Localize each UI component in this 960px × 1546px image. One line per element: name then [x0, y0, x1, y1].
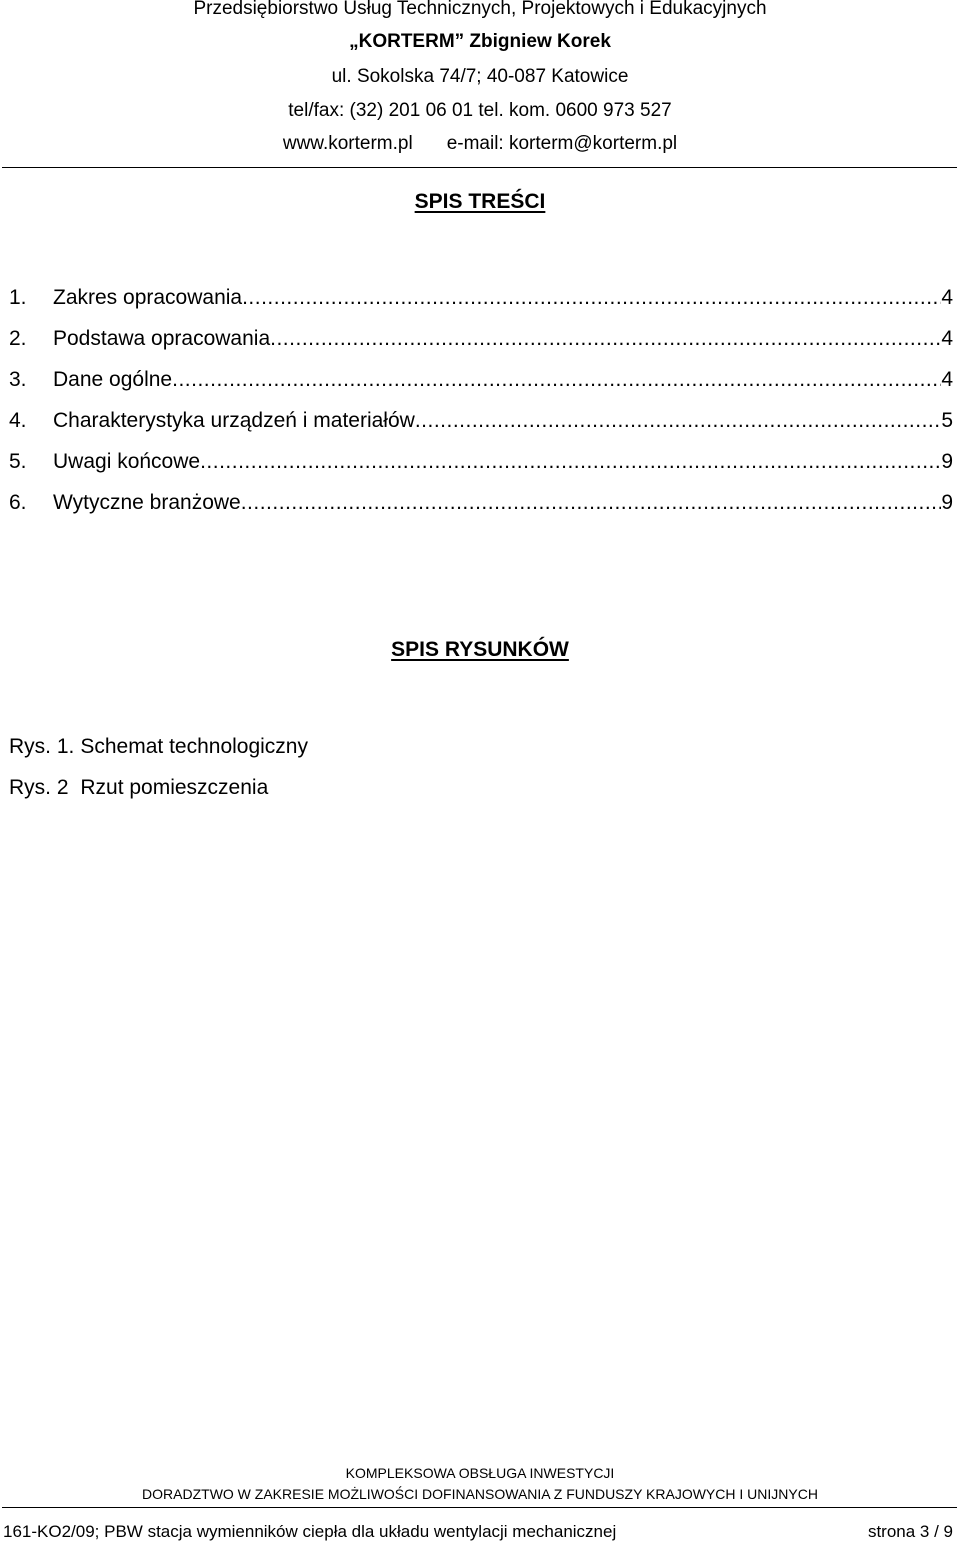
toc-entry-title: Zakres opracowania	[53, 286, 243, 309]
toc-entry-title: Charakterystyka urządzeń i materiałów	[53, 409, 415, 432]
figures-title: SPIS RYSUNKÓW	[391, 638, 569, 661]
toc-title: SPIS TREŚCI	[414, 190, 546, 213]
toc-entry[interactable]	[9, 489, 953, 530]
header-divider	[2, 167, 957, 168]
company-phone: tel/fax: (32) 201 06 01 tel. kom. 0600 973 527	[288, 100, 672, 121]
figure-title: Rzut pomieszczenia	[74, 776, 269, 799]
toc-entry-page: 4	[941, 286, 953, 309]
toc-entry-page: 4	[941, 327, 953, 350]
toc-entry-page: 4	[941, 368, 953, 391]
toc-leader-dots	[172, 366, 941, 394]
website-link[interactable]: www.korterm.pl	[282, 133, 413, 154]
toc-leader-dots	[270, 325, 941, 353]
toc-entry-title: Dane ogólne	[53, 368, 173, 391]
toc-entry-title: Wytyczne branżowe	[53, 491, 241, 514]
toc-entry-number: 4.	[9, 409, 27, 432]
figure-entry	[9, 774, 308, 815]
figure-title: Schemat technologiczny	[80, 735, 308, 758]
footer-line-1: KOMPLEKSOWA OBSŁUGA INWESTYCJI	[345, 1465, 615, 1481]
toc-entry-page: 5	[941, 409, 953, 432]
toc-entry-number: 5.	[9, 450, 27, 473]
toc-entry-number: 1.	[9, 286, 27, 309]
toc-leader-dots	[200, 448, 941, 476]
toc-entry-title: Uwagi końcowe	[53, 450, 201, 473]
toc-entry-page: 9	[941, 491, 953, 514]
footer-document-id: 161-KO2/09; PBW stacja wymienników ciepła dla układu wentylacji mechanicznej	[3, 1522, 617, 1541]
toc-list	[9, 284, 953, 530]
toc-leader-dots	[415, 407, 942, 435]
figure-label: Rys. 2	[9, 776, 69, 799]
email-link[interactable]: e-mail: korterm@korterm.pl	[446, 133, 678, 154]
toc-entry-number: 6.	[9, 491, 27, 514]
footer-line-2: DORADZTWO W ZAKRESIE MOŻLIWOŚCI DOFINANSOWANIA Z FUNDUSZY KRAJOWYCH I UNIJNYCH	[142, 1486, 818, 1502]
toc-leader-dots	[241, 489, 942, 517]
toc-entry[interactable]	[9, 284, 953, 325]
toc-entry-number: 2.	[9, 327, 27, 350]
toc-entry-title: Podstawa opracowania	[53, 327, 271, 350]
toc-entry-number: 3.	[9, 368, 27, 391]
company-address: ul. Sokolska 74/7; 40-087 Katowice	[331, 66, 629, 87]
figures-list	[9, 733, 308, 815]
company-line: Przedsiębiorstwo Usług Technicznych, Projektowych i Edukacyjnych	[193, 0, 767, 19]
company-contact-web	[0, 133, 960, 155]
figure-label: Rys. 1.	[9, 735, 75, 758]
toc-entry[interactable]	[9, 448, 953, 489]
figure-entry	[9, 733, 308, 774]
toc-entry[interactable]	[9, 366, 953, 407]
toc-leader-dots	[242, 284, 941, 312]
company-name: „KORTERM” Zbigniew Korek	[349, 31, 611, 52]
toc-entry[interactable]	[9, 407, 953, 448]
footer-page-number: strona 3 / 9	[867, 1522, 953, 1541]
footer-divider	[2, 1507, 957, 1508]
toc-entry-page: 9	[941, 450, 953, 473]
toc-entry[interactable]	[9, 325, 953, 366]
